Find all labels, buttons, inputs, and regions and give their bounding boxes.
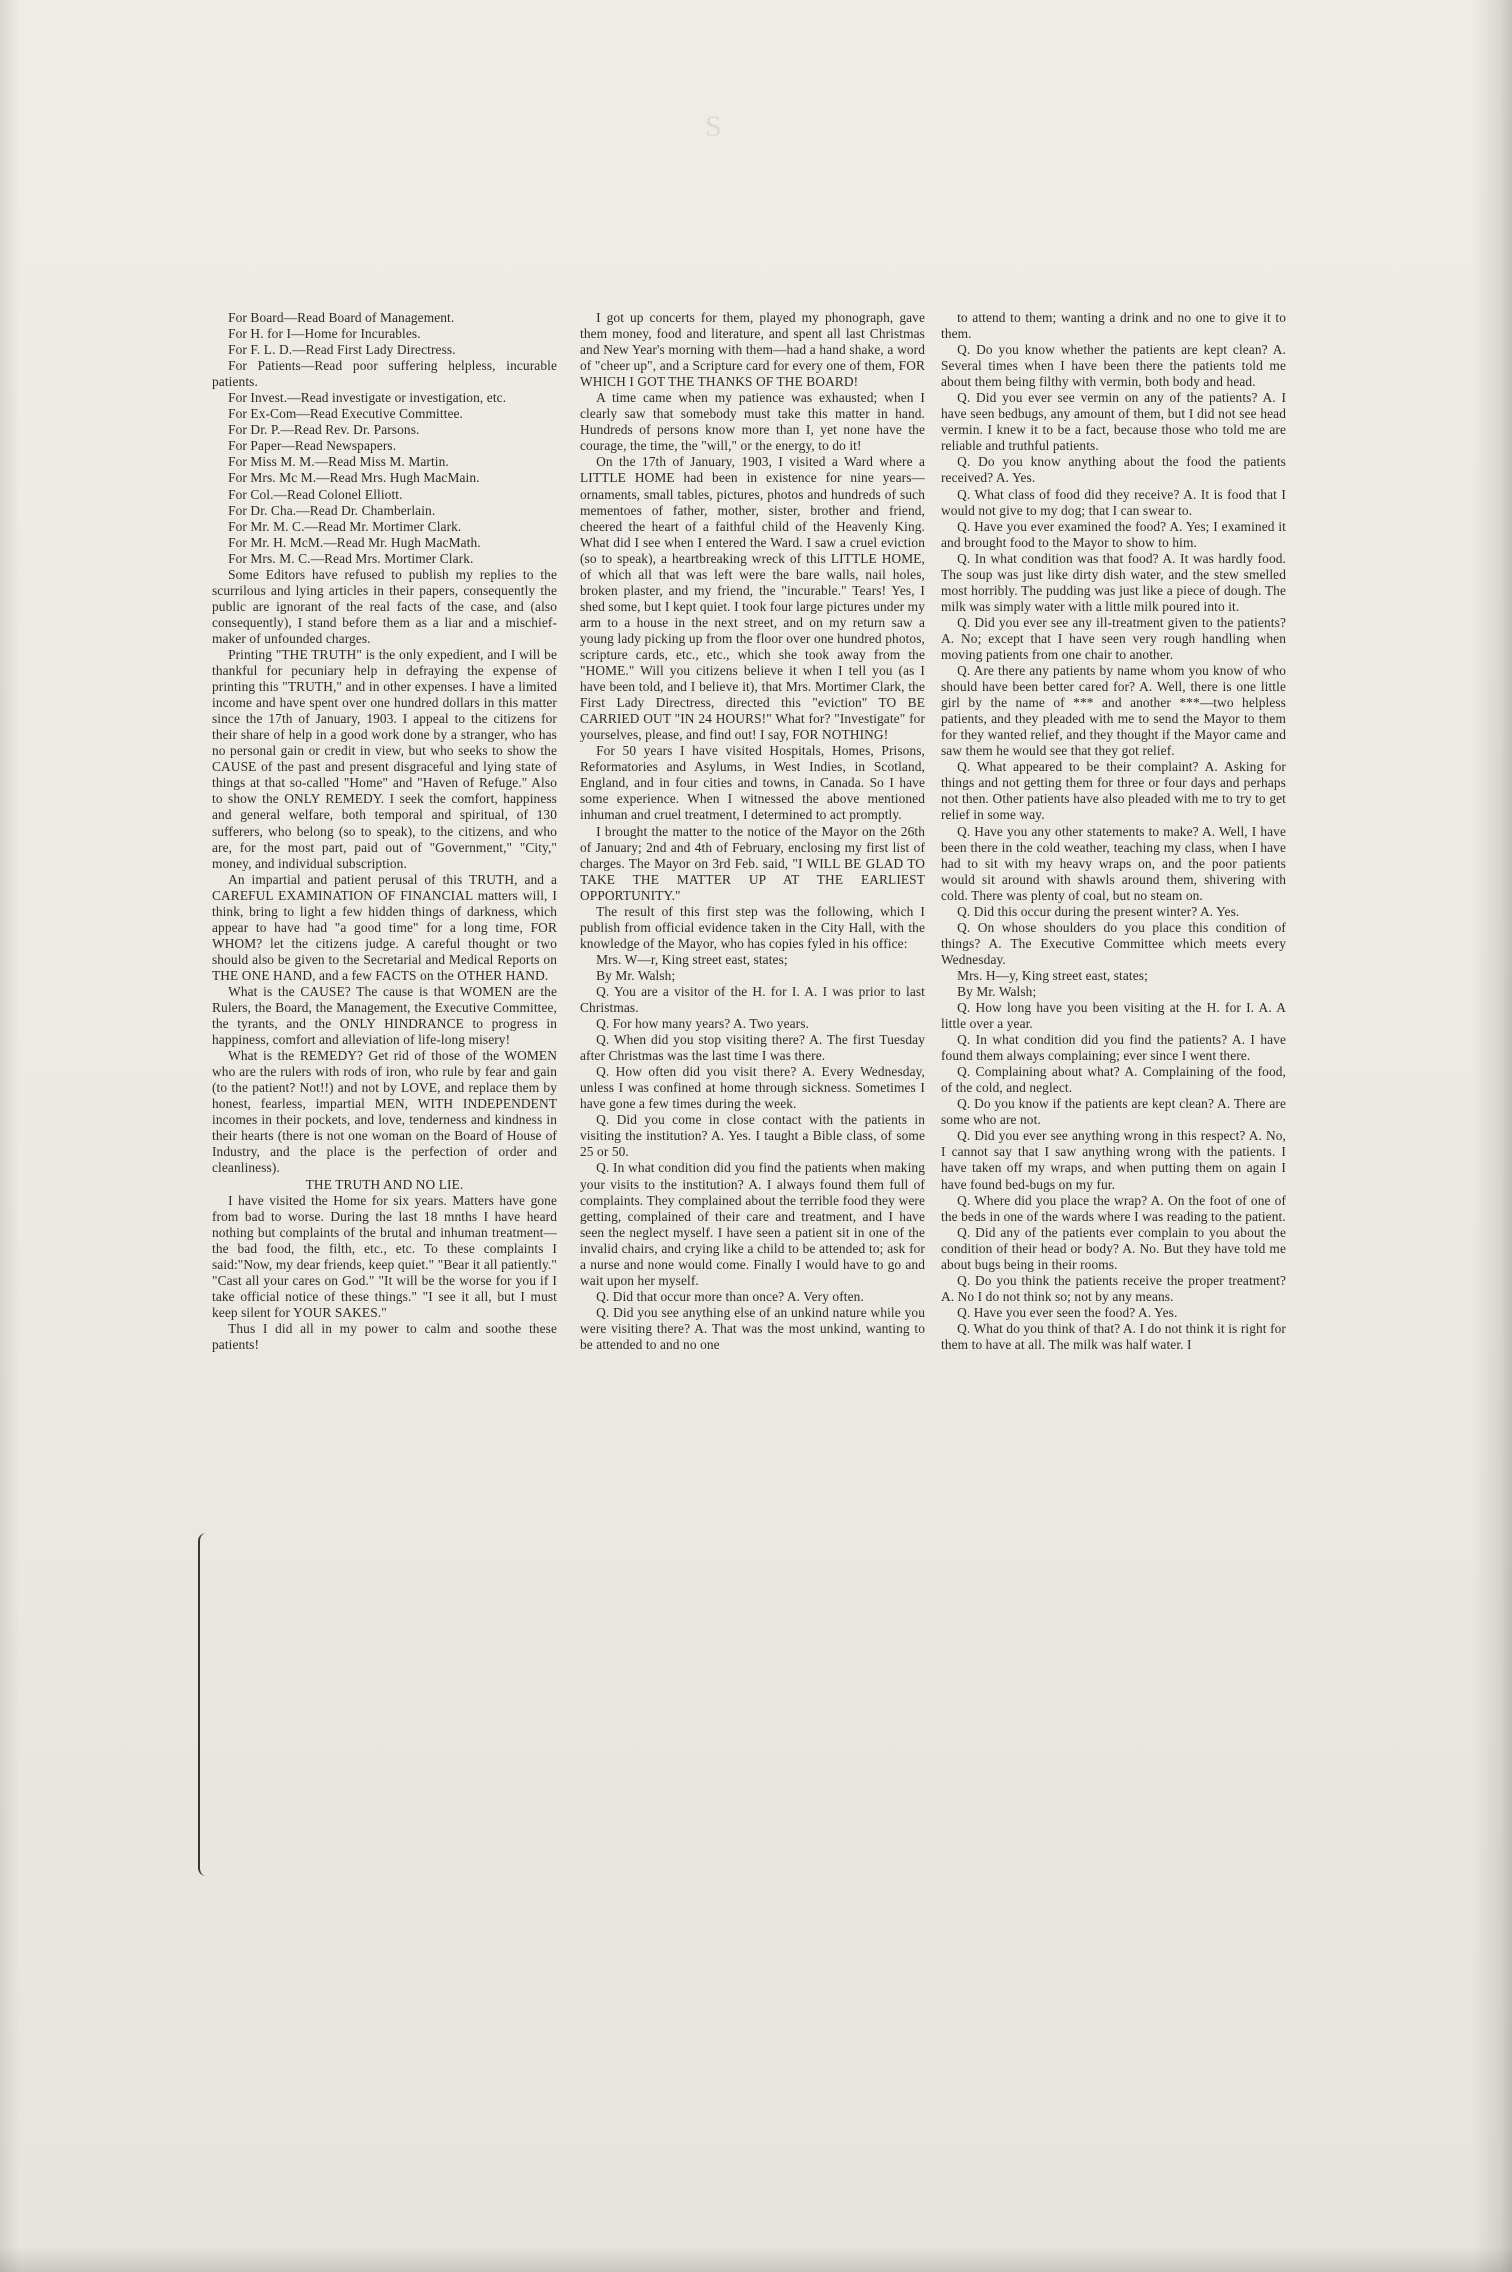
paragraph: An impartial and patient perusal of this TRUTH, and a CAREFUL EXAMINATION OF FINANCIAL matters will, I think, bring to light a few hidden things of darkness, which appear to have had "a good time" for a long time, FOR WHOM? let the citizens judge. A careful thought or two should also be given to the Secretarial and Medical Reports on THE ONE HAND, and a few FACTS on the OTHER HAND. xyxy=(212,871,557,983)
text-column-1 xyxy=(212,310,557,1353)
paragraph: Some Editors have refused to publish my replies to the scurrilous and lying articles in their papers, consequently the public are ignorant of the real facts of the case, and (also consequently), I stand before them as a liar and a mischief-maker of unfounded charges. xyxy=(212,566,557,646)
paragraph: For H. for I—Home for Incurables. xyxy=(228,326,421,342)
page-edge-shadow-bottom xyxy=(0,2246,1512,2272)
paragraph: Q. On whose shoulders do you place this condition of things? A. The Executive Committee which meets every Wednesday. xyxy=(941,919,1286,967)
paragraph: Q. Are there any patients by name whom you know of who should have been better cared for? A. Well, there is one little girl by the name of *** and another ***—two helpless patients, and they pleaded with me to send the Mayor to them for they wanted relief, and they thought if the Mayor came and saw them he would see that they got relief. xyxy=(941,663,1286,759)
paragraph: A time came when my patience was exhausted; when I clearly saw that somebody must take this matter in hand. Hundreds of persons know more than I, yet none have the courage, the time, the "will," or the energy, to do it! xyxy=(580,390,925,454)
paragraph: Mrs. W—r, King street east, states; xyxy=(596,951,788,967)
paragraph: Q. Did you ever see anything wrong in this respect? A. No, I cannot say that I saw anything wrong with the patients. I have taken off my wraps, and when putting them on again I have found bed-bugs on my fur. xyxy=(941,1128,1286,1192)
paragraph: For Miss M. M.—Read Miss M. Martin. xyxy=(228,454,449,470)
paragraph: Thus I did all in my power to calm and soothe these patients! xyxy=(212,1320,557,1352)
paragraph: Q. Did you ever see vermin on any of the patients? A. I have seen bedbugs, any amount of them, but I did not see head vermin. I knew it to be a fact, because those who told me are reliable and truthful patients. xyxy=(941,390,1286,454)
paragraph: For Invest.—Read investigate or investigation, etc. xyxy=(228,390,507,406)
paragraph: Q. Do you think the patients receive the proper treatment? A. No I do not think so; not by any means. xyxy=(941,1272,1286,1304)
paragraph: For F. L. D.—Read First Lady Directress. xyxy=(228,342,456,358)
paragraph: On the 17th of January, 1903, I visited a Ward where a LITTLE HOME had been in existence for nine years—ornaments, small tables, pictures, photos and hundreds of such mementoes of father, mother, sister, brother and friend, cheered the heart of a faithful child of the Heavenly King. What did I see when I entered the Ward. I saw a cruel eviction (so to speak), a heartbreaking wreck of this LITTLE HOME, of which all that was left were the bare walls, nail holes, broken plaster, and my friend, the "incurable." Tears! Yes, I shed some, but I kept quiet. I took four large pictures under my arm to a house in the next street, and on my return saw a young lady picking up from the floor over one hundred photos, scripture cards, etc., etc., which she took away from the "HOME." Will you citizens believe it when I tell you (as I have been told, and I believe it), that Mrs. Mortimer Clark, the First Lady Directress, directed this "eviction" TO BE CARRIED OUT "IN 24 HOURS!" What for? "Investigate" for yourselves, please, and find out! I say, FOR NOTHING! xyxy=(580,454,925,743)
paragraph: Q. What appeared to be their complaint? A. Asking for things and not getting them for three or four days and perhaps not then. Other patients have also pleaded with me to try to get relief in some way. xyxy=(941,759,1286,823)
paragraph: Q. Did this occur during the present winter? A. Yes. xyxy=(957,903,1240,919)
paragraph: Q. In what condition did you find the patients when making your visits to the institution? A. I always found them full of complaints. They complained about the terrible food they were getting, complained of their care and treatment, and I have seen the neglect myself. I have seen a patient sit in one of the invalid chairs, and crying like a child to be attended to; ask for a nurse and none would come. Finally I would have to go and wait upon her myself. xyxy=(580,1160,925,1288)
paragraph: Mrs. H—y, King street east, states; xyxy=(957,967,1148,983)
paragraph: Q. Do you know whether the patients are kept clean? A. Several times when I have been there the patients told me about them being filthy with vermin, both body and head. xyxy=(941,342,1286,390)
paragraph: Q. For how many years? A. Two years. xyxy=(596,1016,809,1032)
paragraph: For 50 years I have visited Hospitals, Homes, Prisons, Reformatories and Asylums, in West Indies, in Scotland, England, and in four cities and towns, in Canada. So I have some experience. When I witnessed the above mentioned inhuman and cruel treatment, I determined to act promptly. xyxy=(580,743,925,823)
paragraph: Q. Do you know if the patients are kept clean? A. There are some who are not. xyxy=(941,1096,1286,1128)
paragraph: Q. Did you ever see any ill-treatment given to the patients? A. No; except that I have seen very rough handling when moving patients from one chair to another. xyxy=(941,614,1286,662)
paragraph: I have visited the Home for six years. Matters have gone from bad to worse. During the last 18 mnths I have heard nothing but complaints of the brutal and inhuman treatment—the bad food, the filth, etc., etc. To these complaints I said:"Now, my dear friends, keep quiet." "Bear it all patiently." "Cast all your cares on God." "It will be the worse for you if I take official notice of these things." "I see it all, but I must keep silent for YOUR SAKES." xyxy=(212,1192,557,1320)
paragraph: For Col.—Read Colonel Elliott. xyxy=(228,486,403,502)
paragraph: What is the CAUSE? The cause is that WOMEN are the Rulers, the Board, the Management, the Executive Committee, the tyrants, and the ONLY HINDRANCE to progress in happiness, comfort and alleviation of life-long misery! xyxy=(212,983,557,1048)
paragraph: I got up concerts for them, played my phonograph, gave them money, food and literature, and spent all last Christmas and New Year's morning with them—had a hand shake, a word of "cheer up", and a Scripture card for every one of them, FOR WHICH I GOT THE THANKS OF THE BOARD! xyxy=(580,310,925,390)
paragraph: Q. In what condition did you find the patients? A. I have found them always complaining; ever since I went there. xyxy=(941,1032,1286,1064)
paragraph: For Dr. P.—Read Rev. Dr. Parsons. xyxy=(228,422,420,438)
page-mark: S xyxy=(705,110,722,143)
paragraph: I brought the matter to the notice of the Mayor on the 26th of January; 2nd and 4th of February, enclosing my first list of charges. The Mayor on 3rd Feb. said, "I WILL BE GLAD TO TAKE THE MATTER UP AT THE EARLIEST OPPORTUNITY." xyxy=(580,823,925,903)
paragraph: Q. Did any of the patients ever complain to you about the condition of their head or body? A. No. But they have told me about bugs being in their rooms. xyxy=(941,1224,1286,1272)
paragraph: Q. You are a visitor of the H. for I. A. I was prior to last Christmas. xyxy=(580,983,925,1016)
text-column-3 xyxy=(941,310,1286,1353)
paragraph: By Mr. Walsh; xyxy=(957,983,1037,999)
page-edge-shadow-left xyxy=(0,0,20,2272)
paragraph: For Board—Read Board of Management. xyxy=(228,310,455,325)
margin-bracket-mark xyxy=(198,1533,212,1876)
paragraph: What is the REMEDY? Get rid of those of the WOMEN who are the rulers with rods of iron, who rule by fear and gain (to the patient? Not!!) and not by LOVE, and replace them by honest, fearless, impartial MEN, WITH INDEPENDENT incomes in their pockets, and love, tenderness and kindness in their hearts (there is not one woman on the Board of House of Industry, and the place is the perfection of order and cleanliness). xyxy=(212,1048,557,1176)
paragraph: Q. What do you think of that? A. I do not think it is right for them to have at all. The milk was half water. I xyxy=(941,1320,1286,1352)
paragraph: Q. Complaining about what? A. Complaining of the food, of the cold, and neglect. xyxy=(941,1064,1286,1096)
paragraph: For Patients—Read poor suffering helpless, incurable patients. xyxy=(212,358,557,390)
paragraph: Printing "THE TRUTH" is the only expedient, and I will be thankful for pecuniary help in defraying the expense of printing this "TRUTH," and in other expenses. I have a limited income and have spent over one hundred dollars in this matter since the 17th of January, 1903. I appeal to the citizens for their share of help in a good work done by a stranger, who has no personal gain or credit in view, but who seeks to show the CAUSE of the past and present disgraceful and lying state of things at that so-called "Home" and "Haven of Refuge." Also to show the ONLY REMEDY. I seek the comfort, happiness and general welfare, both temporal and spiritual, of 130 sufferers, who belong (so to speak), to the citizens, and who are, for the most part, paid out of "Government," "City," money, and individual subscription. xyxy=(212,646,557,871)
paragraph: Q. Did that occur more than once? A. Very often. xyxy=(596,1288,864,1304)
paragraph: For Mr. M. C.—Read Mr. Mortimer Clark. xyxy=(228,518,462,534)
paragraph: Q. Do you know anything about the food the patients received? A. Yes. xyxy=(941,454,1286,486)
text-column-2 xyxy=(580,310,925,1353)
paragraph: The result of this first step was the following, which I publish from official evidence taken in the City Hall, with the knowledge of the Mayor, who has copies fyled in his office: xyxy=(580,903,925,951)
page-edge-shadow-right xyxy=(1472,0,1512,2272)
paragraph: Q. Did you see anything else of an unkind nature while you were visiting there? A. That was the most unkind, wanting to be attended to and no one xyxy=(580,1304,925,1352)
paragraph: Q. Have you any other statements to make? A. Well, I have been there in the cold weather, teaching my class, when I have had to sit with my heavy wraps on, and the poor patients would sit around with shawls around them, shivering with cold. There was plenty of coal, but no steam on. xyxy=(941,823,1286,903)
paragraph: Q. Where did you place the wrap? A. On the foot of one of the beds in one of the wards where I was reading to the patient. xyxy=(941,1192,1286,1224)
paragraph: By Mr. Walsh; xyxy=(596,967,676,983)
paragraph: Q. How long have you been visiting at the H. for I. A. A little over a year. xyxy=(941,1000,1286,1032)
paragraph: Q. When did you stop visiting there? A. The first Tuesday after Christmas was the last time I was there. xyxy=(580,1032,925,1064)
paragraph: For Dr. Cha.—Read Dr. Chamberlain. xyxy=(228,502,436,518)
paragraph: For Paper—Read Newspapers. xyxy=(228,438,397,454)
paragraph: THE TRUTH AND NO LIE. xyxy=(305,1176,464,1192)
paragraph: Q. Have you ever examined the food? A. Yes; I examined it and brought food to the Mayor to show to him. xyxy=(941,518,1286,550)
paragraph: For Mrs. M. C.—Read Mrs. Mortimer Clark. xyxy=(228,550,474,566)
paragraph: For Mr. H. McM.—Read Mr. Hugh MacMath. xyxy=(228,534,481,550)
paragraph: For Ex-Com—Read Executive Committee. xyxy=(228,406,463,422)
paragraph: For Mrs. Mc M.—Read Mrs. Hugh MacMain. xyxy=(228,470,480,486)
paragraph: Q. Have you ever seen the food? A. Yes. xyxy=(957,1304,1178,1320)
paragraph: Q. What class of food did they receive? A. It is food that I would not give to my dog; that I can swear to. xyxy=(941,486,1286,518)
paragraph: Q. How often did you visit there? A. Every Wednesday, unless I was confined at home through sickness. Sometimes I have gone a few times during the week. xyxy=(580,1064,925,1112)
paragraph: to attend to them; wanting a drink and no one to give it to them. xyxy=(941,310,1286,342)
paragraph: Q. In what condition was that food? A. It was hardly food. The soup was just like dirty dish water, and the stew smelled most horribly. The pudding was just like a piece of dough. The milk was simply water with a little milk poured into it. xyxy=(941,550,1286,614)
paragraph: Q. Did you come in close contact with the patients in visiting the institution? A. Yes. I taught a Bible class, of some 25 or 50. xyxy=(580,1112,925,1160)
